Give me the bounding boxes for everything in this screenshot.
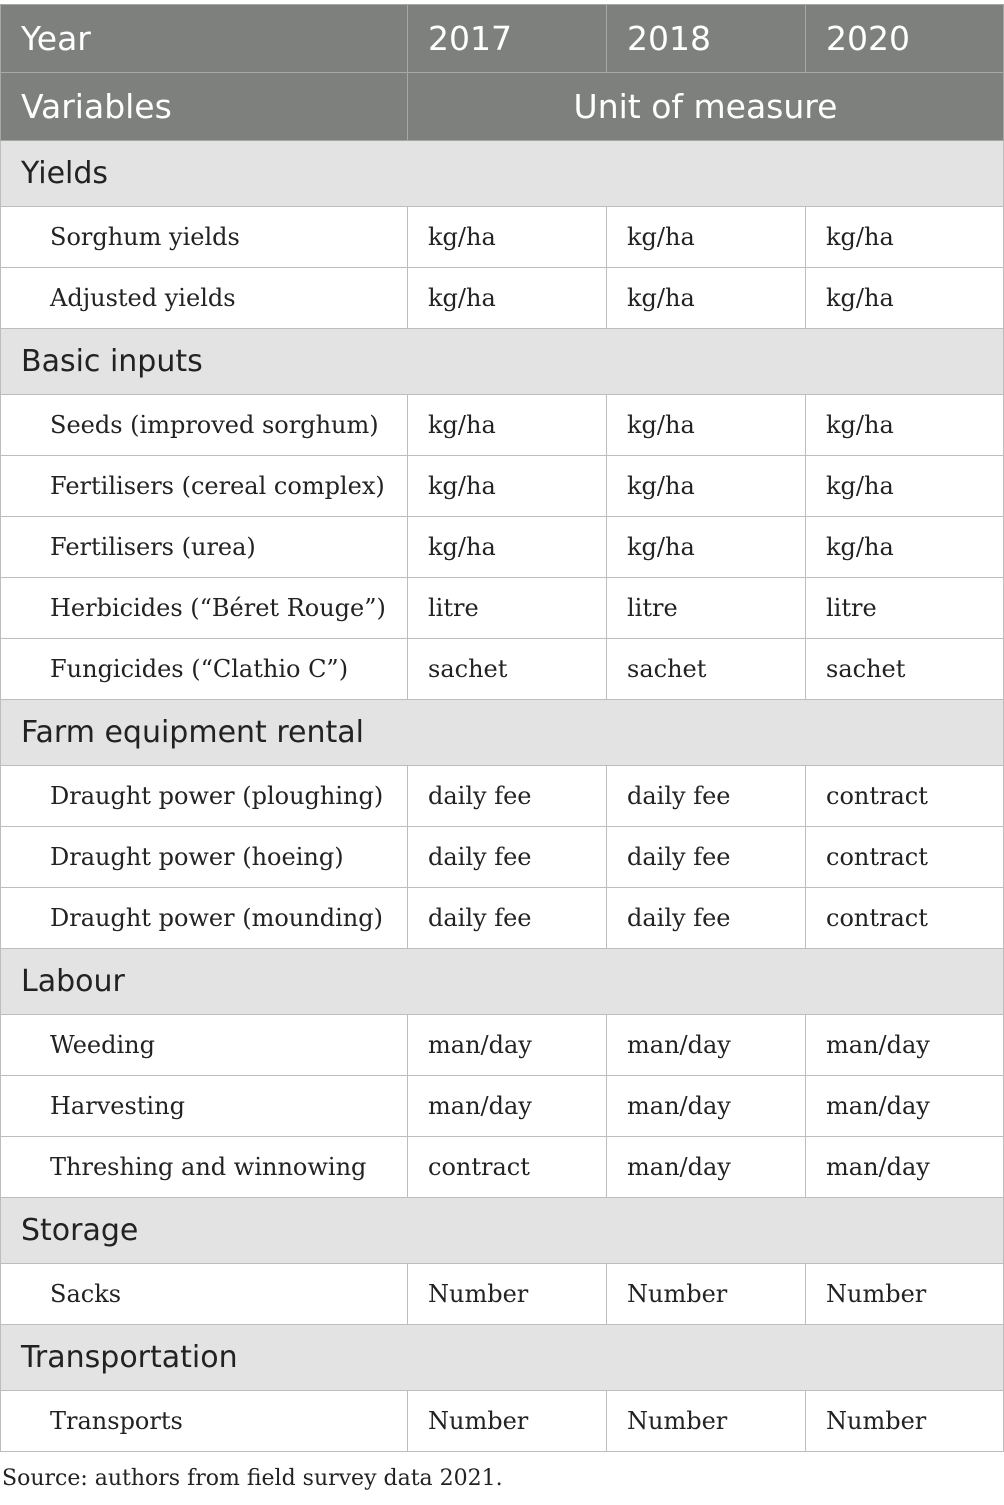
table-row xyxy=(1,1015,1004,1076)
unit-cell-2018: daily fee xyxy=(607,888,806,949)
variable-label: Fertilisers (urea) xyxy=(1,517,408,578)
table-row xyxy=(1,639,1004,700)
unit-of-measure-header: Unit of measure xyxy=(408,73,1004,141)
unit-cell-2017: kg/ha xyxy=(408,207,607,268)
unit-cell-2020: Number xyxy=(806,1264,1004,1325)
unit-cell-2017: litre xyxy=(408,578,607,639)
unit-cell-2018: Number xyxy=(607,1391,806,1452)
table-row xyxy=(1,456,1004,517)
variable-label: Sorghum yields xyxy=(1,207,408,268)
variable-label: Herbicides (“Béret Rouge”) xyxy=(1,578,408,639)
variable-label: Fertilisers (cereal complex) xyxy=(1,456,408,517)
unit-cell-2018: kg/ha xyxy=(607,517,806,578)
unit-cell-2017: man/day xyxy=(408,1076,607,1137)
section-row xyxy=(1,1325,1004,1391)
table-row xyxy=(1,395,1004,456)
section-title: Farm equipment rental xyxy=(1,700,1004,766)
variable-label: Seeds (improved sorghum) xyxy=(1,395,408,456)
unit-cell-2017: Number xyxy=(408,1391,607,1452)
section-title: Transportation xyxy=(1,1325,1004,1391)
section-row xyxy=(1,141,1004,207)
table-row xyxy=(1,517,1004,578)
unit-cell-2020: kg/ha xyxy=(806,395,1004,456)
unit-cell-2020: contract xyxy=(806,766,1004,827)
unit-cell-2020: kg/ha xyxy=(806,517,1004,578)
unit-cell-2020: contract xyxy=(806,827,1004,888)
unit-cell-2020: contract xyxy=(806,888,1004,949)
variable-label: Fungicides (“Clathio C”) xyxy=(1,639,408,700)
variables-header: Variables xyxy=(1,73,408,141)
unit-cell-2017: daily fee xyxy=(408,827,607,888)
variable-label: Threshing and winnowing xyxy=(1,1137,408,1198)
unit-cell-2020: sachet xyxy=(806,639,1004,700)
variable-label: Transports xyxy=(1,1391,408,1452)
unit-cell-2018: Number xyxy=(607,1264,806,1325)
unit-of-measure-table xyxy=(0,4,1004,1452)
unit-cell-2017: kg/ha xyxy=(408,517,607,578)
table-body xyxy=(1,141,1004,1452)
year-2020-header: 2020 xyxy=(806,5,1004,73)
table-row xyxy=(1,888,1004,949)
unit-cell-2020: kg/ha xyxy=(806,268,1004,329)
unit-cell-2018: litre xyxy=(607,578,806,639)
table-row xyxy=(1,268,1004,329)
unit-cell-2020: kg/ha xyxy=(806,456,1004,517)
unit-cell-2018: man/day xyxy=(607,1076,806,1137)
unit-cell-2018: kg/ha xyxy=(607,207,806,268)
year-header: Year xyxy=(1,5,408,73)
unit-cell-2020: kg/ha xyxy=(806,207,1004,268)
year-2017-header: 2017 xyxy=(408,5,607,73)
unit-cell-2018: sachet xyxy=(607,639,806,700)
variable-label: Draught power (hoeing) xyxy=(1,827,408,888)
source-note: Source: authors from field survey data 2021. xyxy=(2,1466,503,1491)
variable-label: Weeding xyxy=(1,1015,408,1076)
table-row xyxy=(1,1264,1004,1325)
section-row xyxy=(1,329,1004,395)
section-title: Labour xyxy=(1,949,1004,1015)
unit-cell-2017: kg/ha xyxy=(408,268,607,329)
unit-cell-2020: man/day xyxy=(806,1076,1004,1137)
unit-cell-2018: daily fee xyxy=(607,827,806,888)
unit-cell-2020: man/day xyxy=(806,1015,1004,1076)
table-row xyxy=(1,207,1004,268)
unit-cell-2018: man/day xyxy=(607,1137,806,1198)
section-row xyxy=(1,700,1004,766)
unit-cell-2017: contract xyxy=(408,1137,607,1198)
unit-cell-2017: sachet xyxy=(408,639,607,700)
table-row xyxy=(1,578,1004,639)
section-title: Basic inputs xyxy=(1,329,1004,395)
unit-cell-2018: kg/ha xyxy=(607,456,806,517)
variable-label: Sacks xyxy=(1,1264,408,1325)
section-row xyxy=(1,1198,1004,1264)
unit-cell-2018: kg/ha xyxy=(607,268,806,329)
section-title: Storage xyxy=(1,1198,1004,1264)
unit-cell-2020: Number xyxy=(806,1391,1004,1452)
unit-cell-2020: man/day xyxy=(806,1137,1004,1198)
unit-cell-2017: Number xyxy=(408,1264,607,1325)
section-row xyxy=(1,949,1004,1015)
unit-cell-2017: kg/ha xyxy=(408,456,607,517)
section-title: Yields xyxy=(1,141,1004,207)
unit-cell-2018: daily fee xyxy=(607,766,806,827)
table-row xyxy=(1,827,1004,888)
variable-label: Adjusted yields xyxy=(1,268,408,329)
unit-cell-2017: kg/ha xyxy=(408,395,607,456)
unit-cell-2018: kg/ha xyxy=(607,395,806,456)
unit-cell-2017: daily fee xyxy=(408,766,607,827)
unit-cell-2018: man/day xyxy=(607,1015,806,1076)
variable-label: Draught power (ploughing) xyxy=(1,766,408,827)
table-row xyxy=(1,1391,1004,1452)
header-row-variables xyxy=(1,73,1004,141)
variable-label: Draught power (mounding) xyxy=(1,888,408,949)
unit-cell-2017: daily fee xyxy=(408,888,607,949)
header-row-year xyxy=(1,5,1004,73)
unit-cell-2017: man/day xyxy=(408,1015,607,1076)
unit-cell-2020: litre xyxy=(806,578,1004,639)
year-2018-header: 2018 xyxy=(607,5,806,73)
variable-label: Harvesting xyxy=(1,1076,408,1137)
table-row xyxy=(1,1137,1004,1198)
table-row xyxy=(1,1076,1004,1137)
table-row xyxy=(1,766,1004,827)
